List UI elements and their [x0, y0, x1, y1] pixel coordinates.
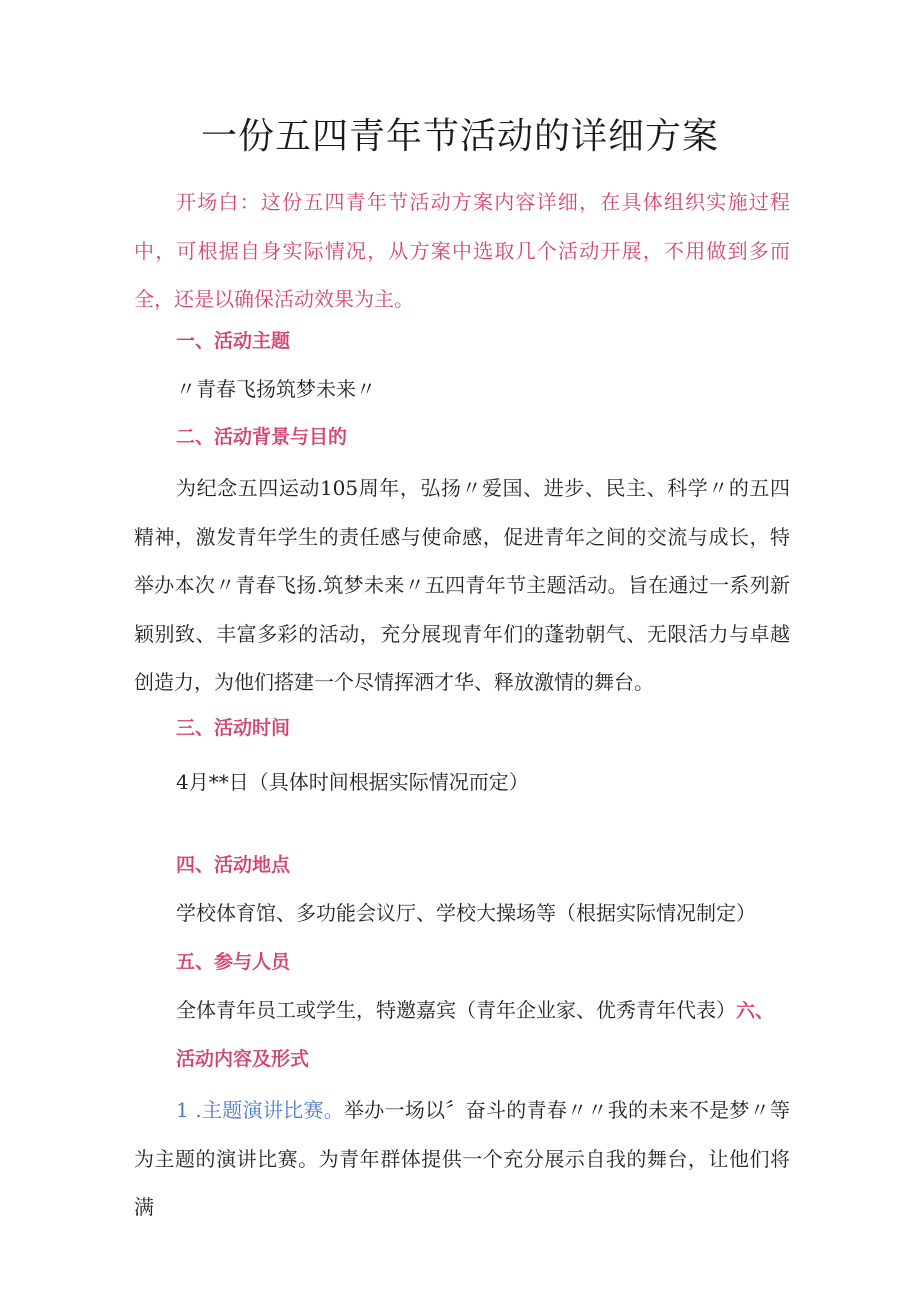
background-paragraph: 为纪念五四运动105周年，弘扬〃爱国、进步、民主、科学〃的五四精神，激发青年学生的责任感与使命感，促进青年之间的交流与成长，特举办本次〃青春飞扬.筑梦未来〃五四青年节主题活动。旨在通过一系列新颖别致、丰富多彩的活动，充分展现青年们的蓬勃朝气、无限活力与卓越创造力，为他们搭建一个尽情挥洒才华、释放激情的舞台。 [134, 476, 790, 694]
participants-line [176, 995, 796, 1026]
document-title: 一份五四青年节活动的详细方案 [200, 116, 719, 157]
intro-paragraph: 开场白：这份五四青年节活动方案内容详细，在具体组织实施过程中，可根据自身实际情况，从方案中选取几个活动开展，不用做到多而全，还是以确保活动效果为主。 [134, 190, 790, 311]
heading-time: 三、活动时间 [176, 717, 291, 739]
heading-participants: 五、参与人员 [176, 951, 291, 973]
heading-location: 四、活动地点 [176, 854, 291, 876]
heading-content-prefix: 六、 [736, 1000, 775, 1022]
heading-background: 二、活动背景与目的 [176, 426, 348, 448]
item1-paragraph [134, 1086, 790, 1232]
participants-text: 全体青年员工或学生，特邀嘉宾（青年企业家、优秀青年代表） [176, 998, 736, 1022]
item1-number: 1 . [176, 1098, 202, 1122]
heading-content: 活动内容及形式 [176, 1048, 310, 1070]
heading-theme: 一、活动主题 [176, 330, 291, 352]
theme-text: 〃青春飞扬筑梦未来〃 [176, 377, 376, 401]
item1-label: 主题演讲比赛。 [201, 1098, 345, 1122]
item1-text: 举办一场以〞奋斗的青春〃〃我的未来不是梦〃等为主题的演讲比赛。为青年群体提供一个充分展示自我的舞台，让他们将满 [134, 1098, 790, 1219]
location-text: 学校体育馆、多功能会议厅、学校大操场等（根据实际情况制定） [176, 901, 756, 925]
time-text: 4月**日（具体时间根据实际情况而定） [176, 770, 529, 794]
